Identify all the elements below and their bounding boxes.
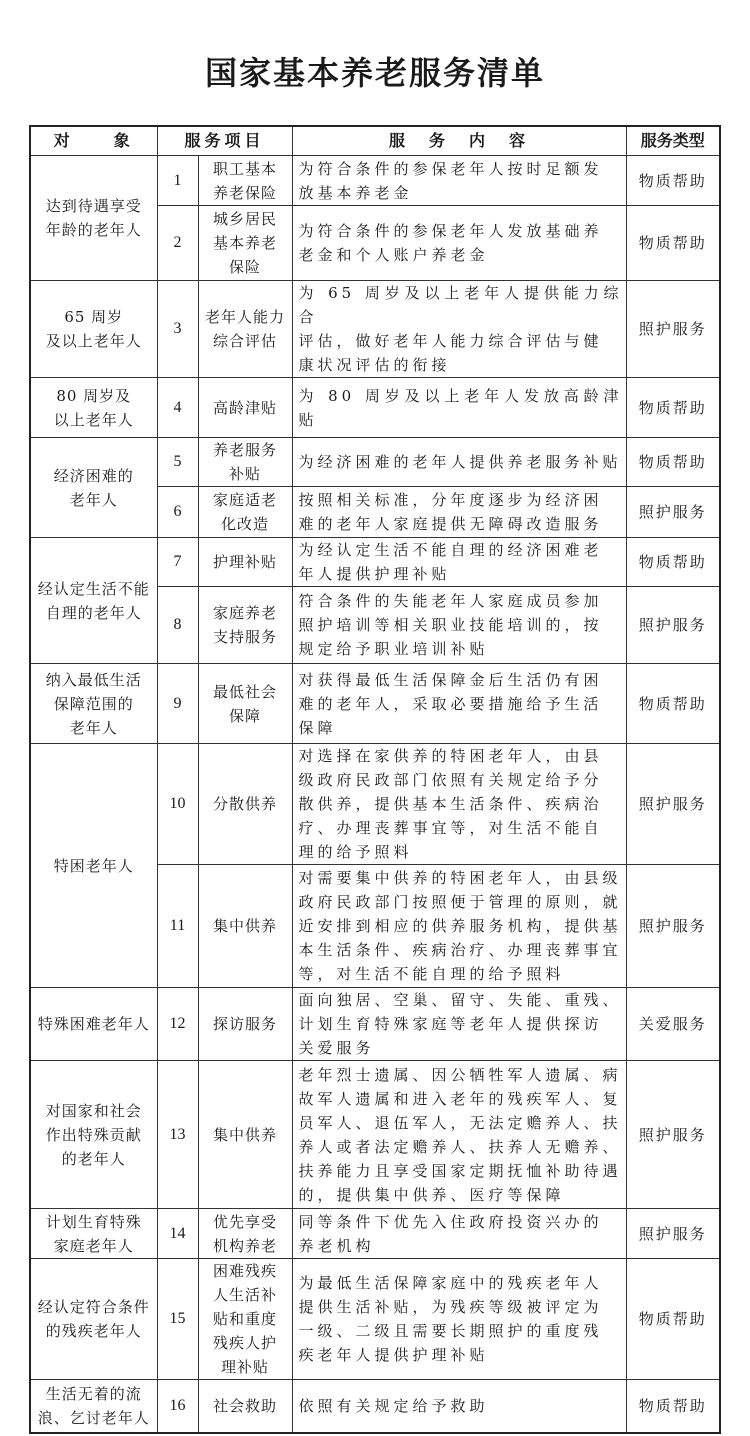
- item-number: 14: [157, 1209, 198, 1259]
- service-type: 照护服务: [626, 865, 720, 988]
- table-row: [30, 538, 720, 587]
- service-item: 社会救助: [198, 1380, 292, 1433]
- item-number: 13: [157, 1061, 198, 1209]
- service-content: 对获得最低生活保障金后生活仍有困 难的老年人，采取必要措施给予生活 保障: [292, 664, 626, 744]
- target-cell: 对国家和社会 作出特殊贡献 的老年人: [30, 1061, 157, 1209]
- header-content: 服 务 内 容: [292, 126, 626, 156]
- service-type: 照护服务: [626, 487, 720, 538]
- table-row: [30, 988, 720, 1061]
- service-content: 老年烈士遗属、因公牺牲军人遗属、病 故军人遗属和进入老年的残疾军人、复 员军人、退伍军人，无法定赡养人、扶 养人或者法定赡养人、扶养人无赡养、 扶养能力且享受国家定期抚恤补助待遇 的，提供集中供养、医疗等保障: [292, 1061, 626, 1209]
- service-item: 优先享受 机构养老: [198, 1209, 292, 1259]
- item-number: 3: [157, 281, 198, 378]
- service-type: 物质帮助: [626, 156, 720, 206]
- target-cell: 经认定生活不能 自理的老年人: [30, 538, 157, 664]
- item-number: 15: [157, 1259, 198, 1380]
- table-row: [30, 664, 720, 744]
- item-number: 4: [157, 378, 198, 438]
- item-number: 6: [157, 487, 198, 538]
- target-cell: 计划生育特殊 家庭老年人: [30, 1209, 157, 1259]
- service-list-table: [29, 125, 721, 1434]
- table-row: [30, 281, 720, 378]
- item-number: 12: [157, 988, 198, 1061]
- service-type: 物质帮助: [626, 1259, 720, 1380]
- service-content: 为经认定生活不能自理的经济困难老 年人提供护理补贴: [292, 538, 626, 587]
- service-item: 老年人能力 综合评估: [198, 281, 292, 378]
- item-number: 10: [157, 744, 198, 865]
- service-type: 物质帮助: [626, 664, 720, 744]
- item-number: 9: [157, 664, 198, 744]
- item-number: 8: [157, 587, 198, 664]
- target-cell: 特殊困难老年人: [30, 988, 157, 1061]
- target-cell: 经济困难的 老年人: [30, 438, 157, 538]
- service-type: 照护服务: [626, 1209, 720, 1259]
- service-content: 按照相关标准，分年度逐步为经济困 难的老年人家庭提供无障碍改造服务: [292, 487, 626, 538]
- item-number: 2: [157, 206, 198, 281]
- service-type: 照护服务: [626, 744, 720, 865]
- table-row: [30, 1380, 720, 1433]
- service-item: 集中供养: [198, 1061, 292, 1209]
- service-content: 为符合条件的参保老年人按时足额发 放基本养老金: [292, 156, 626, 206]
- table-row: [30, 744, 720, 865]
- service-content: 对需要集中供养的特困老年人，由县级 政府民政部门按照便于管理的原则，就 近安排到相应的供养服务机构，提供基 本生活条件、疾病治疗、办理丧葬事宜 等，对生活不能自理的给予照料: [292, 865, 626, 988]
- service-content: 面向独居、空巢、留守、失能、重残、 计划生育特殊家庭等老年人提供探访 关爱服务: [292, 988, 626, 1061]
- service-type: 物质帮助: [626, 438, 720, 487]
- target-cell: 特困老年人: [30, 744, 157, 988]
- service-type: 物质帮助: [626, 538, 720, 587]
- service-type: 物质帮助: [626, 1380, 720, 1433]
- service-type: 照护服务: [626, 1061, 720, 1209]
- table-row: [30, 1259, 720, 1380]
- target-cell: 经认定符合条件 的残疾老年人: [30, 1259, 157, 1380]
- service-type: 照护服务: [626, 281, 720, 378]
- service-type: 关爱服务: [626, 988, 720, 1061]
- service-type: 物质帮助: [626, 206, 720, 281]
- item-number: 5: [157, 438, 198, 487]
- header-item: 服务项目: [157, 126, 292, 156]
- service-item: 家庭适老 化改造: [198, 487, 292, 538]
- table-row: [30, 378, 720, 438]
- service-item: 困难残疾 人生活补 贴和重度 残疾人护 理补贴: [198, 1259, 292, 1380]
- target-cell: 达到待遇享受 年龄的老年人: [30, 156, 157, 281]
- service-content: 为经济困难的老年人提供养老服务补贴: [292, 438, 626, 487]
- service-item: 职工基本 养老保险: [198, 156, 292, 206]
- service-item: 探访服务: [198, 988, 292, 1061]
- service-content: 依照有关规定给予救助: [292, 1380, 626, 1433]
- service-type: 照护服务: [626, 587, 720, 664]
- service-content: 为最低生活保障家庭中的残疾老年人 提供生活补贴，为残疾等级被评定为 一级、二级且需要长期照护的重度残 疾老年人提供护理补贴: [292, 1259, 626, 1380]
- service-item: 最低社会 保障: [198, 664, 292, 744]
- target-cell: 80 周岁及 以上老年人: [30, 378, 157, 438]
- service-content: 同等条件下优先入住政府投资兴办的 养老机构: [292, 1209, 626, 1259]
- item-number: 11: [157, 865, 198, 988]
- table-row: [30, 1061, 720, 1209]
- service-content: 符合条件的失能老年人家庭成员参加 照护培训等相关职业技能培训的，按 规定给予职业培训补贴: [292, 587, 626, 664]
- item-number: 7: [157, 538, 198, 587]
- target-cell: 生活无着的流 浪、乞讨老年人: [30, 1380, 157, 1433]
- item-number: 16: [157, 1380, 198, 1433]
- service-content: 为 80 周岁及以上老年人发放高龄津贴: [292, 378, 626, 438]
- target-cell: 65 周岁 及以上老年人: [30, 281, 157, 378]
- service-content: 为符合条件的参保老年人发放基础养 老金和个人账户养老金: [292, 206, 626, 281]
- service-item: 城乡居民 基本养老 保险: [198, 206, 292, 281]
- service-content: 为 65 周岁及以上老年人提供能力综合 评估，做好老年人能力综合评估与健 康状况评估的衔接: [292, 281, 626, 378]
- service-content: 对选择在家供养的特困老年人，由县 级政府民政部门依照有关规定给予分 散供养，提供基本生活条件、疾病治 疗、办理丧葬事宜等，对生活不能自 理的给予照料: [292, 744, 626, 865]
- service-type: 物质帮助: [626, 378, 720, 438]
- service-item: 集中供养: [198, 865, 292, 988]
- item-number: 1: [157, 156, 198, 206]
- target-cell: 纳入最低生活 保障范围的 老年人: [30, 664, 157, 744]
- table-body: [30, 156, 720, 1433]
- service-item: 分散供养: [198, 744, 292, 865]
- service-item: 护理补贴: [198, 538, 292, 587]
- header-row: [30, 126, 720, 156]
- table-row: [30, 1209, 720, 1259]
- table-row: [30, 438, 720, 487]
- service-item: 高龄津贴: [198, 378, 292, 438]
- service-item: 养老服务 补贴: [198, 438, 292, 487]
- service-item: 家庭养老 支持服务: [198, 587, 292, 664]
- header-type: 服务类型: [626, 126, 720, 156]
- header-target: 对 象: [30, 126, 157, 156]
- table-row: [30, 156, 720, 206]
- document-title: 国家基本养老服务清单: [204, 54, 545, 92]
